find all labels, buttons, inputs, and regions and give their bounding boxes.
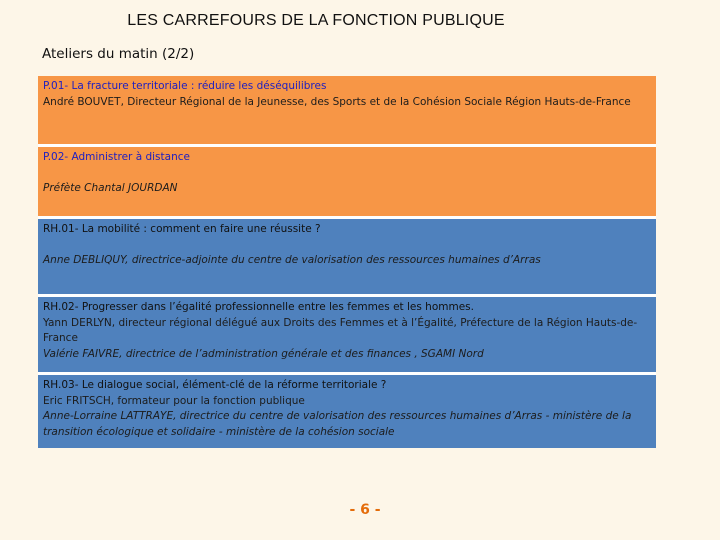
workshop-speaker: Anne-Lorraine LATTRAYE, directrice du centre de valorisation des ressources humaines d’Arras - ministère de la transition écologique et solidaire - ministère de la cohésion sociale [43,410,632,438]
workshop-speaker: Anne DEBLIQUY, directrice-adjointe du centre de valorisation des ressources humaines d’Arras [43,254,541,266]
workshop-row-rh02 [38,297,656,375]
workshop-row-p02 [38,147,656,219]
workshop-speaker: Yann DERLYN, directeur régional délégué aux Droits des Femmes et à l’Égalité, Préfecture de la Région Hauts-de-France [43,316,638,344]
workshop-speaker: Eric FRITSCH, formateur pour la fonction publique [43,394,305,407]
row-spacer [43,238,651,254]
page-title: LES CARREFOURS DE LA FONCTION PUBLIQUE [127,12,505,29]
workshop-heading: P.01- La fracture territoriale : réduire les déséquilibres [43,80,327,92]
workshop-table [38,76,656,448]
workshop-row-rh03 [38,375,656,448]
section-subtitle: Ateliers du matin (2/2) [42,46,195,62]
workshop-row-p01 [38,76,656,147]
workshop-row-rh01 [38,219,656,297]
page-number: - 6 - [349,502,381,518]
row-spacer [43,166,651,182]
workshop-heading: RH.01- La mobilité : comment en faire une réussite ? [43,223,321,235]
workshop-speaker: Valérie FAIVRE, directrice de l’administration générale et des finances , SGAMI Nord [43,347,484,360]
workshop-heading: RH.03- Le dialogue social, élément-clé de la réforme territoriale ? [43,379,387,391]
workshop-speaker: Préfète Chantal JOURDAN [43,182,178,194]
workshop-speaker: André BOUVET, Directeur Régional de la Jeunesse, des Sports et de la Cohésion Sociale Région Hauts-de-France [43,95,631,108]
workshop-heading: RH.02- Progresser dans l’égalité professionnelle entre les femmes et les hommes. [43,301,474,313]
workshop-heading: P.02- Administrer à distance [43,151,190,163]
